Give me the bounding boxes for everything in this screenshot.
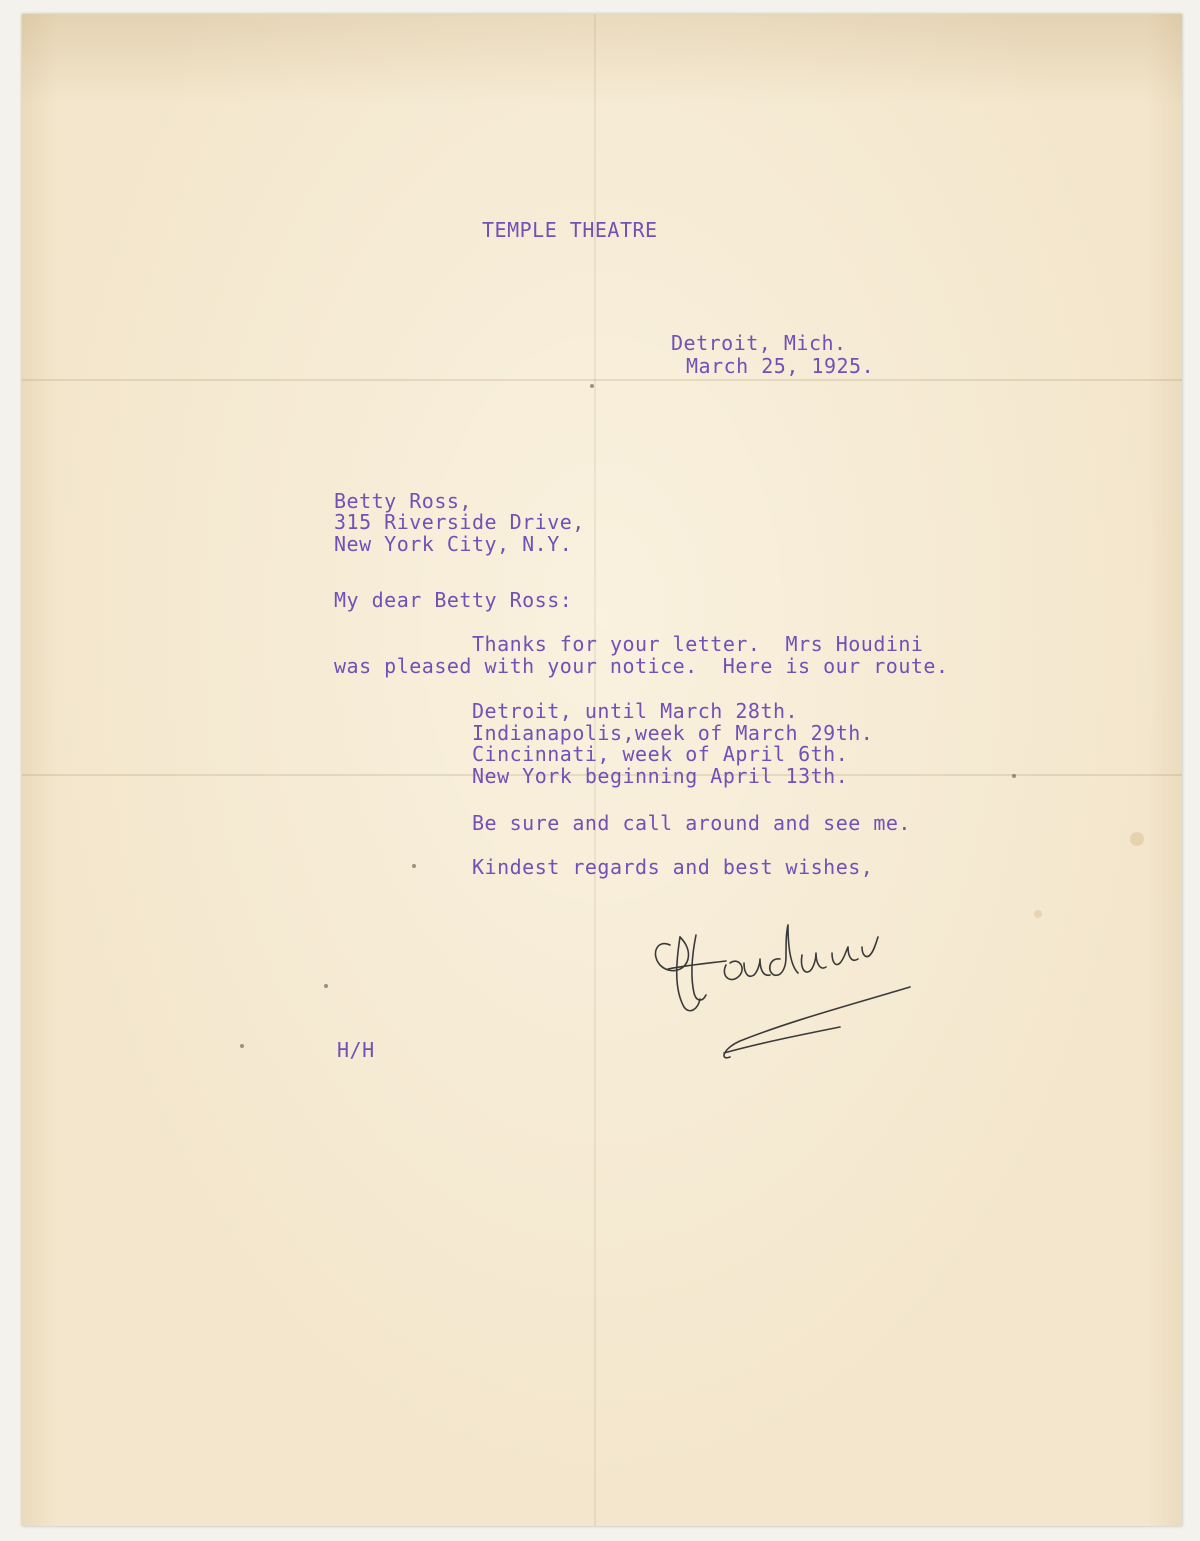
paper-speck	[412, 864, 416, 868]
typist-initials: H/H	[337, 1038, 375, 1062]
closing-line: Be sure and call around and see me.	[472, 811, 911, 835]
paper-speck	[590, 384, 594, 388]
dateline-date: March 25, 1925.	[686, 354, 875, 378]
route-item: Indianapolis,week of March 29th.	[472, 721, 874, 745]
letterhead: TEMPLE THEATRE	[482, 218, 658, 242]
closing: Kindest regards and best wishes,	[472, 855, 874, 879]
fold-line-upper	[22, 379, 1182, 381]
signature	[640, 905, 920, 1065]
paper-stain	[1130, 832, 1144, 846]
route-item: Cincinnati, week of April 6th.	[472, 742, 849, 766]
paper-speck	[1012, 774, 1016, 778]
recipient-city: New York City, N.Y.	[334, 532, 573, 556]
recipient-name: Betty Ross,	[334, 489, 472, 513]
dateline-place: Detroit, Mich.	[671, 331, 847, 355]
body-line: Thanks for your letter. Mrs Houdini	[472, 632, 924, 656]
paper-speck	[324, 984, 328, 988]
paper-speck	[240, 1044, 244, 1048]
route-item: Detroit, until March 28th.	[472, 699, 799, 723]
recipient-street: 315 Riverside Drive,	[334, 510, 585, 534]
route-item: New York beginning April 13th.	[472, 764, 849, 788]
salutation: My dear Betty Ross:	[334, 588, 573, 612]
body-line: was pleased with your notice. Here is our route.	[334, 654, 949, 678]
paper-stain	[1034, 910, 1042, 918]
